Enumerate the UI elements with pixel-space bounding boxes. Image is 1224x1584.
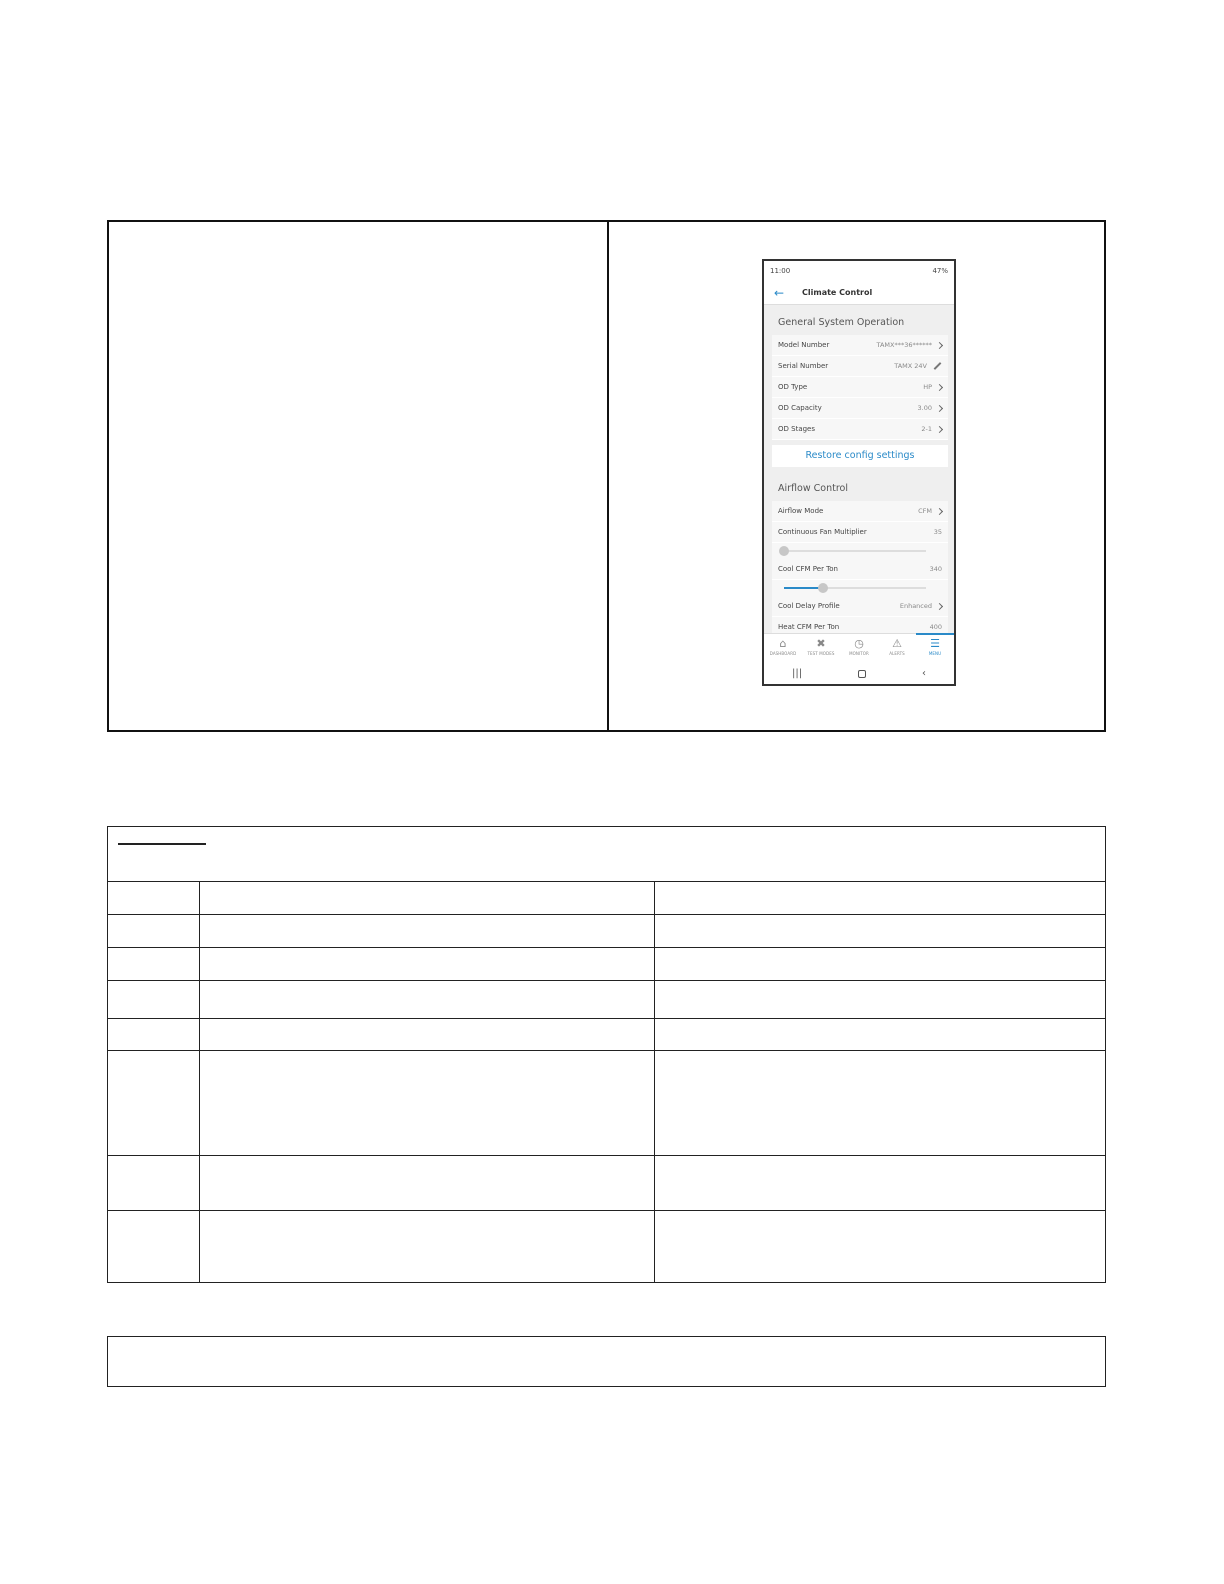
nav-alerts[interactable] xyxy=(878,634,916,661)
nav-test-modes[interactable] xyxy=(802,634,840,661)
table-cell xyxy=(655,1211,1106,1283)
table-cell xyxy=(108,882,200,915)
setting-value: 340 xyxy=(929,565,942,573)
bottom-nav xyxy=(764,633,954,661)
table-cell xyxy=(200,882,655,915)
table-cell xyxy=(655,1051,1106,1156)
home-button-icon[interactable] xyxy=(858,670,866,678)
setting-row-od-capacity[interactable] xyxy=(772,398,948,419)
table-cell xyxy=(108,948,200,981)
header-underline xyxy=(118,843,206,845)
table-cell xyxy=(200,948,655,981)
alert-icon: ⚠ xyxy=(892,637,902,650)
setting-value: 3.00 xyxy=(917,404,932,412)
table-cell xyxy=(108,1051,200,1156)
chevron-right-icon xyxy=(936,341,943,348)
setting-label: Model Number xyxy=(778,341,830,349)
gauge-icon: ◷ xyxy=(854,637,864,650)
chevron-right-icon xyxy=(936,602,943,609)
empty-table xyxy=(107,826,1106,1283)
status-bar xyxy=(764,261,954,281)
table-cell xyxy=(200,1019,655,1051)
chevron-right-icon xyxy=(936,507,943,514)
table-row xyxy=(108,882,1106,915)
top-frame-divider xyxy=(607,222,609,730)
setting-label: Airflow Mode xyxy=(778,507,824,515)
nav-monitor[interactable] xyxy=(840,634,878,661)
nav-dashboard[interactable] xyxy=(764,634,802,661)
settings-content[interactable] xyxy=(764,305,954,633)
menu-icon: ☰ xyxy=(930,637,940,650)
setting-value: 2-1 xyxy=(921,425,932,433)
table-cell xyxy=(108,981,200,1019)
setting-value: CFM xyxy=(918,507,932,515)
nav-label: DASHBOARD xyxy=(769,651,797,656)
table-cell xyxy=(655,948,1106,981)
setting-label: OD Stages xyxy=(778,425,815,433)
table-header-cell xyxy=(108,827,1106,882)
setting-row-model-number[interactable] xyxy=(772,335,948,356)
status-time: 11:00 xyxy=(770,267,791,275)
slider-track xyxy=(784,550,926,552)
setting-value: 35 xyxy=(933,528,942,536)
table-cell xyxy=(108,1211,200,1283)
status-battery: 47% xyxy=(932,267,948,275)
slider-thumb[interactable] xyxy=(818,583,828,593)
slider-thumb[interactable] xyxy=(779,546,789,556)
app-bar xyxy=(764,281,954,305)
top-frame xyxy=(107,220,1106,732)
chevron-right-icon xyxy=(936,383,943,390)
table-cell xyxy=(655,1156,1106,1211)
table-cell xyxy=(200,1156,655,1211)
restore-config-button[interactable]: Restore config settings xyxy=(772,445,948,467)
table-cell xyxy=(200,1211,655,1283)
table-row xyxy=(108,1156,1106,1211)
phone-screenshot xyxy=(762,259,956,686)
setting-label: OD Capacity xyxy=(778,404,822,412)
table-row xyxy=(108,1051,1106,1156)
table-row xyxy=(108,1019,1106,1051)
setting-label: Serial Number xyxy=(778,362,829,370)
setting-label: Cool Delay Profile xyxy=(778,602,840,610)
system-nav-bar xyxy=(764,661,954,686)
table-cell xyxy=(655,1019,1106,1051)
setting-row-heat-cfm xyxy=(772,617,948,633)
table-cell xyxy=(655,882,1106,915)
setting-label: OD Type xyxy=(778,383,808,391)
setting-value: 400 xyxy=(929,623,942,631)
table-cell xyxy=(200,1051,655,1156)
recents-icon[interactable]: ||| xyxy=(791,668,803,679)
setting-value: TAMX 24V xyxy=(894,362,927,370)
section-header-general: General System Operation xyxy=(764,305,954,335)
table-row xyxy=(108,1211,1106,1283)
home-icon: ⌂ xyxy=(779,637,787,650)
table-row xyxy=(108,948,1106,981)
table-cell xyxy=(200,981,655,1019)
continuous-fan-slider[interactable] xyxy=(772,543,948,559)
back-icon[interactable]: ‹ xyxy=(921,668,926,679)
table-cell xyxy=(200,915,655,948)
setting-label: Cool CFM Per Ton xyxy=(778,565,838,573)
setting-row-cool-cfm xyxy=(772,559,948,580)
setting-row-airflow-mode[interactable] xyxy=(772,501,948,522)
setting-row-cool-delay[interactable] xyxy=(772,596,948,617)
table-cell xyxy=(108,915,200,948)
nav-label: MONITOR xyxy=(849,651,869,656)
pencil-icon[interactable] xyxy=(934,362,942,370)
setting-label: Heat CFM Per Ton xyxy=(778,623,840,631)
setting-value: HP xyxy=(923,383,932,391)
setting-label: Continuous Fan Multiplier xyxy=(778,528,867,536)
nav-label: TEST MODES xyxy=(807,651,835,656)
bottom-box xyxy=(107,1336,1106,1387)
table-cell xyxy=(655,915,1106,948)
table-cell xyxy=(108,1156,200,1211)
table-cell xyxy=(655,981,1106,1019)
cool-cfm-slider[interactable] xyxy=(772,580,948,596)
nav-label: MENU xyxy=(928,651,942,656)
setting-row-od-type[interactable] xyxy=(772,377,948,398)
setting-value: TAMX***36****** xyxy=(876,341,932,349)
table-row xyxy=(108,981,1106,1019)
setting-row-continuous-fan xyxy=(772,522,948,543)
back-arrow-icon[interactable]: ← xyxy=(773,285,785,300)
setting-value: Enhanced xyxy=(899,602,932,610)
chevron-right-icon xyxy=(936,404,943,411)
section-header-airflow: Airflow Control xyxy=(764,471,954,501)
setting-row-serial-number[interactable] xyxy=(772,356,948,377)
chevron-right-icon xyxy=(936,425,943,432)
table-cell xyxy=(108,1019,200,1051)
setting-row-od-stages[interactable] xyxy=(772,419,948,440)
nav-menu[interactable] xyxy=(916,634,954,661)
table-row xyxy=(108,915,1106,948)
nav-label: ALERTS xyxy=(889,651,905,656)
page-title: Climate Control xyxy=(802,288,873,297)
tools-icon: ✖ xyxy=(816,637,826,650)
